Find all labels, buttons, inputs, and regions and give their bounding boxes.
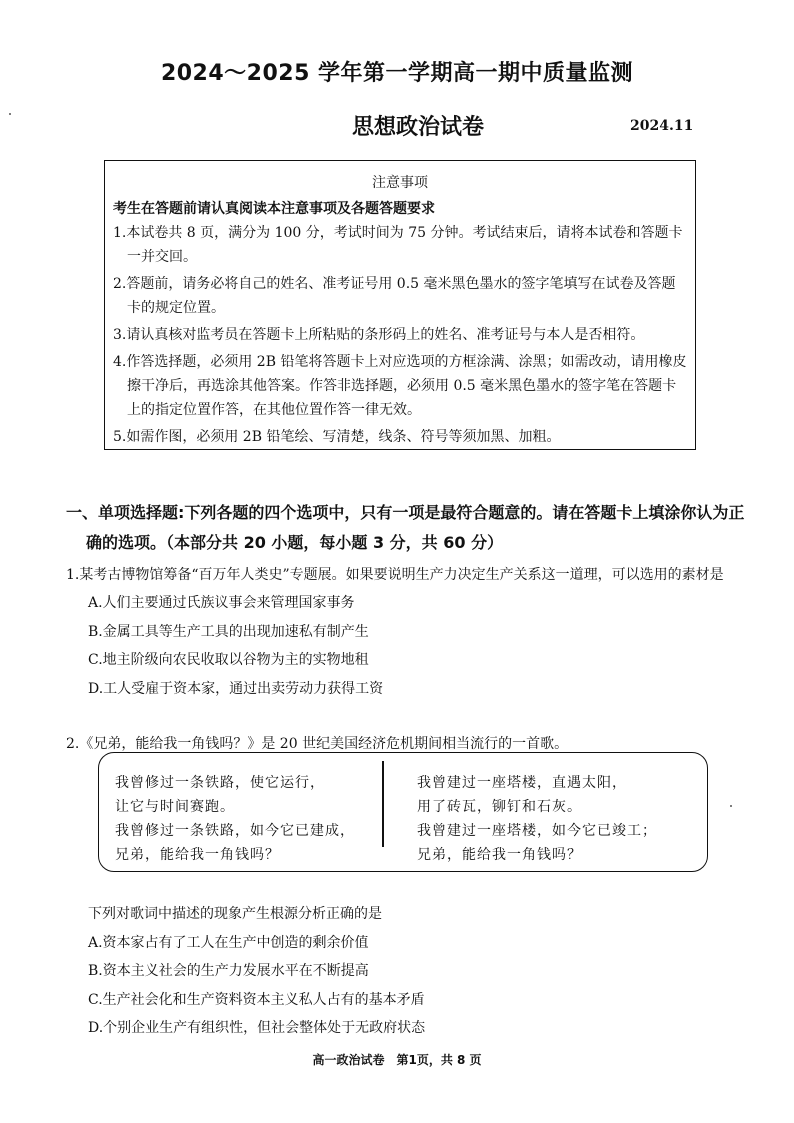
scan-speck (9, 113, 11, 115)
lyric-line: 我曾修过一条铁路，如今它已建成， (115, 823, 355, 839)
lyric-line: 我曾建过一座塔楼，如今它已竣工； (417, 823, 657, 839)
lyrics-right-column (417, 771, 657, 867)
option-c: C.地主阶级向农民收取以谷物为主的实物地租 (88, 652, 369, 668)
section-heading: 一、单项选择题:下列各题的四个选项中，只有一项是最符合题意的。请在答题卡上填涂你认为正确的选项。（本部分共 20 小题，每小题 3 分，共 60 分） (66, 503, 745, 552)
question-stem: 1.某考古博物馆筹备“百万年人类史”专题展。如果要说明生产力决定生产关系这一道理，可以选用的素材是 (66, 567, 724, 583)
exam-subtitle: 思想政治试卷 (352, 115, 485, 140)
option-b: B.金属工具等生产工具的出现加速私有制产生 (88, 623, 369, 640)
page-footer: 高一政治试卷 第1页，共 8 页 (312, 1053, 482, 1067)
question-1 (66, 561, 736, 703)
lyrics-left-column (115, 771, 355, 867)
exam-date: 2024.11 (630, 118, 694, 134)
lyrics-divider (382, 761, 384, 847)
lyrics-box (98, 752, 708, 872)
lyric-line: 我曾建过一座塔楼，直遇太阳， (417, 775, 627, 791)
option-d: D.个别企业生产有组织性，但社会整体处于无政府状态 (88, 1020, 426, 1036)
option-a: A.资本家占有了工人在生产中创造的剩余价值 (88, 934, 369, 951)
scan-speck (730, 805, 732, 807)
notice-box (104, 160, 696, 450)
notice-title: 注意事项 (372, 175, 428, 191)
notice-item: 5.如需作图，必须用 2B 铅笔绘、写清楚，线条、符号等须加黑、加粗。 (113, 429, 561, 445)
lyric-line: 我曾修过一条铁路，使它运行， (115, 775, 325, 791)
question-prompt: 下列对歌词中描述的现象产生根源分析正确的是 (88, 906, 382, 922)
lyric-line: 让它与时间赛跑。 (115, 799, 235, 815)
notice-item: 4.作答选择题，必须用 2B 铅笔将答题卡上对应选项的方框涂满、涂黑；如需改动，请用橡皮擦干净后，再选涂其他答案。作答非选择题，必须用 0.5 毫米黑色墨水的签字笔在答题卡上的指定位置作答，在其他位置作答一律无效。 (113, 354, 687, 418)
notice-intro: 考生在答题前请认真阅读本注意事项及各题答题要求 (113, 201, 435, 217)
question-2 (66, 900, 736, 1043)
option-d: D.工人受雇于资本家，通过出卖劳动力获得工资 (88, 680, 384, 697)
notice-item: 3.请认真核对监考员在答题卡上所粘贴的条形码上的姓名、准考证号与本人是否相符。 (113, 327, 645, 343)
notice-item: 2.答题前，请务必将自己的姓名、准考证号用 0.5 毫米黑色墨水的签字笔填写在试卷及答题卡的规定位置。 (113, 276, 676, 316)
notice-item: 1.本试卷共 8 页，满分为 100 分，考试时间为 75 分钟。考试结束后，请将本试卷和答题卡一并交回。 (113, 225, 683, 265)
option-b: B.资本主义社会的生产力发展水平在不断提高 (88, 963, 369, 979)
question-stem: 2.《兄弟，能给我一角钱吗？》是 20 世纪美国经济危机期间相当流行的一首歌。 (66, 736, 569, 752)
lyric-line: 用了砖瓦，铆钉和石灰。 (417, 799, 582, 815)
lyric-line: 兄弟，能给我一角钱吗？ (417, 847, 582, 863)
notice-list (113, 221, 687, 452)
option-c: C.生产社会化和生产资料资本主义私人占有的基本矛盾 (88, 991, 425, 1008)
exam-title: 2024～2025 学年第一学期高一期中质量监测 (160, 61, 634, 86)
option-a: A.人们主要通过氏族议事会来管理国家事务 (88, 595, 355, 611)
lyric-line: 兄弟，能给我一角钱吗？ (115, 847, 280, 863)
